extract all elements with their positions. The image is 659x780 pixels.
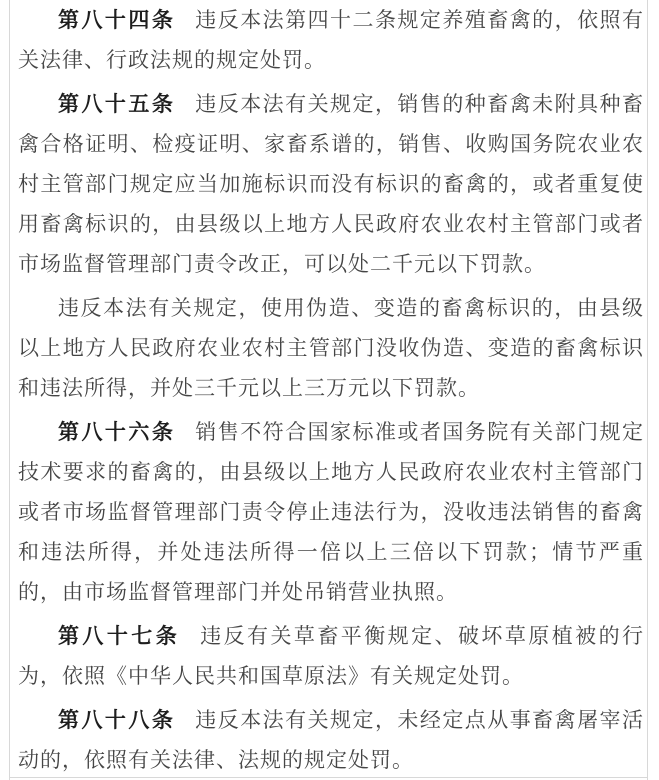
text-line [18,532,644,572]
paragraph-article-88 [18,700,644,780]
article-number: 第八十六条 [58,421,176,444]
line-text: 技术要求的畜禽的，由县级以上地方人民政府农业农村主管部门 [18,460,644,484]
text-line [18,452,644,492]
line-text: 和违法所得，并处违法所得一倍以上三倍以下罚款；情节严重 [18,540,644,564]
line-text: 违反本法有关规定，销售的种畜禽未附具种畜 [195,92,645,116]
text-line [18,288,644,328]
text-line [18,616,644,656]
paragraph-article-84 [18,0,644,80]
line-text: 以上地方人民政府农业农村主管部门没收伪造、变造的畜禽标识 [18,336,644,360]
text-line [18,244,644,284]
article-number: 第八十五条 [58,93,176,116]
line-text: 关法律、行政法规的规定处罚。 [18,48,326,72]
line-text: 违反本法有关规定，使用伪造、变造的畜禽标识的，由县级 [58,296,644,320]
line-text: 用畜禽标识的，由县级以上地方人民政府农业农村主管部门或者 [18,212,644,236]
text-line [18,700,644,740]
text-line [18,412,644,452]
line-text: 的，由市场监督管理部门并处吊销营业执照。 [18,580,458,604]
paragraph-article-85 [18,84,644,284]
line-text: 违反本法第四十二条规定养殖畜禽的，依照有 [195,8,645,32]
paragraph-article-86 [18,412,644,612]
text-line [18,84,644,124]
line-text: 或者市场监督管理部门责令停止违法行为，没收违法销售的畜禽 [18,500,644,524]
line-text: 禽合格证明、检疫证明、家畜系谱的，销售、收购国务院农业农 [18,132,644,156]
line-text: 和违法所得，并处三千元以上三万元以下罚款。 [18,376,480,400]
text-line [18,124,644,164]
text-line [18,492,644,532]
text-line [18,368,644,408]
line-text: 动的，依照有关法律、法规的规定处罚。 [18,748,414,772]
line-text: 村主管部门规定应当加施标识而没有标识的畜禽的，或者重复使 [18,172,644,196]
text-line [18,572,644,612]
text-line [18,656,644,696]
line-text: 市场监督管理部门责令改正，可以处二千元以下罚款。 [18,252,546,276]
text-line [18,328,644,368]
line-text: 违反有关草畜平衡规定、破坏草原植被的行 [200,624,645,648]
paragraph-article-85-2 [18,288,644,408]
article-number: 第八十四条 [58,9,176,32]
text-line [18,164,644,204]
article-number: 第八十七条 [58,625,181,648]
line-text: 违反本法有关规定，未经定点从事畜禽屠宰活 [195,708,645,732]
article-number: 第八十八条 [58,709,176,732]
document-text-column [18,0,644,780]
text-line [18,740,644,780]
text-line [18,0,644,40]
text-line [18,40,644,80]
paragraph-article-87 [18,616,644,696]
text-line [18,204,644,244]
page-border-left [9,0,10,780]
page-border-right [647,0,648,780]
line-text: 销售不符合国家标准或者国务院有关部门规定 [195,420,645,444]
line-text: 为，依照《中华人民共和国草原法》有关规定处罚。 [18,664,524,688]
